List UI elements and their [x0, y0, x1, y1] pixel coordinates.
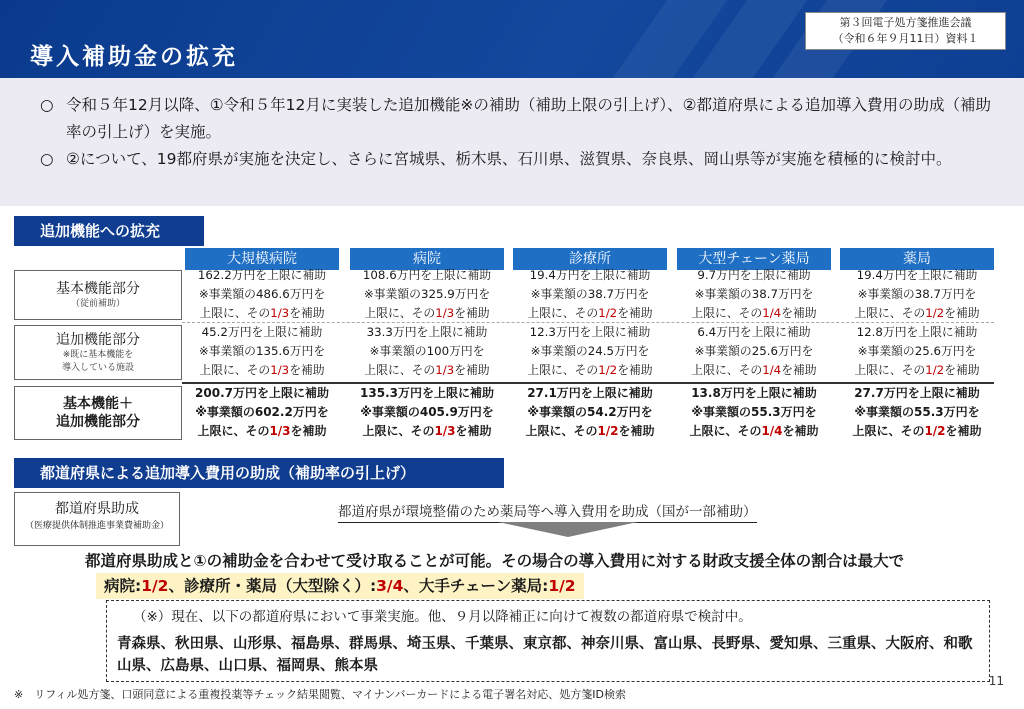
bullet-mark: ○ [40, 96, 54, 114]
column-header-chain-pharmacy: 大型チェーン薬局 [677, 248, 831, 270]
down-arrow-icon [498, 522, 638, 537]
cell-additional-clinic: 12.3万円を上限に補助 ※事業額の24.5万円を 上限に、その1/2を補助 [527, 325, 653, 377]
column-header-hospital: 病院 [350, 248, 504, 270]
row-label-basic-main: 基本機能部分 [56, 280, 140, 297]
footnote: ※ リフィル処方箋、口頭同意による重複投薬等チェック結果閲覧、マイナンバーカードによる電子署名対応、処方箋ID検索 [14, 688, 626, 701]
cell-basic-pharmacy: 19.4万円を上限に補助 ※事業額の38.7万円を 上限に、その1/2を補助 [854, 268, 980, 320]
intro-panel [0, 78, 1024, 206]
cell-additional-hospital: 33.3万円を上限に補助 ※事業額の100万円を 上限に、その1/3を補助 [364, 325, 490, 377]
cell-basic-chain-pharmacy: 9.7万円を上限に補助 ※事業額の38.7万円を 上限に、その1/4を補助 [691, 268, 817, 320]
bullet-mark: ○ [40, 150, 54, 168]
page-number: 11 [988, 674, 1004, 688]
cell-combined-hospital: 135.3万円を上限に補助 ※事業額の405.9万円を 上限に、その1/3を補助 [360, 386, 494, 438]
row-label-basic-sub: （従前補助） [70, 298, 125, 309]
prefecture-subsidy-box [14, 492, 180, 546]
row-label-additional-sub: ※既に基本機能を 導入している施設 [61, 349, 134, 373]
ratio-chain-label: 、大手チェーン薬局: [403, 577, 549, 595]
ratio-clinic-label: 、診療所・薬局（大型除く）: [168, 577, 377, 595]
section-title-prefecture-subsidy: 都道府県による追加導入費用の助成（補助率の引上げ） [14, 458, 504, 488]
section-title-additional-features: 追加機能への拡充 [14, 216, 204, 246]
max-support-ratio [96, 573, 584, 599]
prefecture-note-box [106, 600, 990, 682]
ratio-chain-value: 1/2 [548, 577, 576, 595]
cell-combined-pharmacy: 27.7万円を上限に補助 ※事業額の55.3万円を 上限に、その1/2を補助 [852, 386, 982, 438]
cell-additional-large-hospital: 45.2万円を上限に補助 ※事業額の135.6万円を 上限に、その1/3を補助 [198, 325, 326, 377]
column-header-large-hospital: 大規模病院 [185, 248, 339, 270]
row-label-combined-main: 基本機能＋ 追加機能部分 [56, 396, 140, 430]
row-label-basic [14, 270, 182, 320]
prefecture-note: （※）現在、以下の都道府県において事業実施。他、９月以降補正に向けて複数の都道府県で検討中。 [133, 609, 752, 625]
prefecture-subsidy-description: 都道府県が環境整備のため薬局等へ導入費用を助成（国が一部補助） [338, 500, 757, 523]
cell-basic-hospital: 108.6万円を上限に補助 ※事業額の325.9万円を 上限に、その1/3を補助 [362, 268, 492, 320]
column-header-pharmacy: 薬局 [840, 248, 994, 270]
meeting-line2: （令和６年９月11日）資料１ [832, 32, 979, 45]
ratio-hospital-label: 病院: [104, 577, 142, 595]
meeting-line1: 第３回電子処方箋推進会議 [839, 16, 972, 29]
cell-additional-chain-pharmacy: 6.4万円を上限に補助 ※事業額の25.6万円を 上限に、その1/4を補助 [691, 325, 817, 377]
prefecture-subsidy-label: 都道府県助成 [55, 501, 139, 517]
combined-support-text: 都道府県助成と①の補助金を合わせて受け取ることが可能。その場合の導入費用に対する財政支援全体の割合は最大で [85, 552, 905, 570]
prefecture-list: 青森県、秋田県、山形県、福島県、群馬県、埼玉県、千葉県、東京都、神奈川県、富山県、長野県、愛知県、三重県、大阪府、和歌山県、広島県、山口県、福岡県、熊本県 [117, 636, 973, 674]
ratio-hospital-value: 1/2 [141, 577, 169, 595]
column-header-clinic: 診療所 [513, 248, 667, 270]
intro-bullet-1 [40, 92, 1000, 146]
prefecture-subsidy-sublabel: （医療提供体制推進事業費補助金） [24, 521, 169, 531]
cell-combined-clinic: 27.1万円を上限に補助 ※事業額の54.2万円を 上限に、その1/2を補助 [525, 386, 655, 438]
cell-combined-large-hospital: 200.7万円を上限に補助 ※事業額の602.2万円を 上限に、その1/3を補助 [195, 386, 329, 438]
row-label-additional-main: 追加機能部分 [56, 331, 140, 348]
cell-basic-clinic: 19.4万円を上限に補助 ※事業額の38.7万円を 上限に、その1/2を補助 [527, 268, 653, 320]
intro-bullet-2-text: ②について、19都府県が実施を決定し、さらに宮城県、栃木県、石川県、滋賀県、奈良県、岡山県等が実施を積極的に検討中。 [66, 150, 952, 168]
intro-bullet-1-text: 令和５年12月以降、①令和５年12月に実装した追加機能※の補助（補助上限の引上げ）、②都道府県による追加導入費用の助成（補助率の引上げ）を実施。 [66, 96, 991, 141]
row-label-combined [14, 386, 182, 440]
ratio-clinic-value: 3/4 [376, 577, 404, 595]
row-label-additional [14, 325, 182, 380]
cell-additional-pharmacy: 12.8万円を上限に補助 ※事業額の25.6万円を 上限に、その1/2を補助 [854, 325, 980, 377]
cell-combined-chain-pharmacy: 13.8万円を上限に補助 ※事業額の55.3万円を 上限に、その1/4を補助 [689, 386, 819, 438]
page-title: 導入補助金の拡充 [30, 44, 238, 70]
intro-bullet-2 [40, 146, 1000, 173]
cell-basic-large-hospital: 162.2万円を上限に補助 ※事業額の486.6万円を 上限に、その1/3を補助 [197, 268, 327, 320]
meeting-badge [805, 12, 1006, 50]
